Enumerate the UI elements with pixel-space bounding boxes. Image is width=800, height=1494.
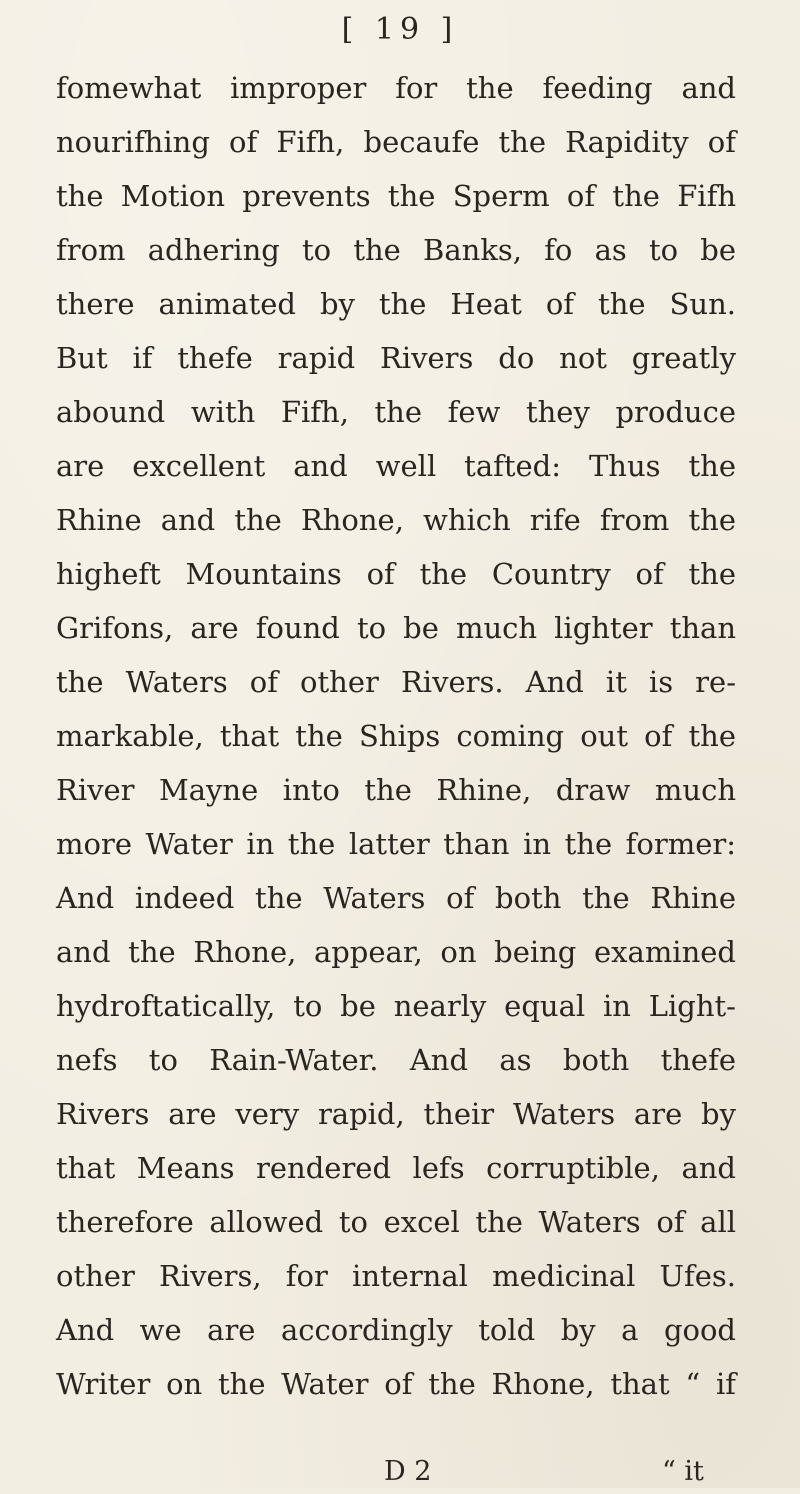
text-line: that Means rendered lefs corruptible, and (56, 1151, 736, 1185)
text-line: more Water in the latter than in the former: (56, 827, 736, 861)
text-line: And indeed the Waters of both the Rhine (56, 881, 736, 915)
text-line: nourifhing of Fifh, becaufe the Rapidity of (56, 125, 736, 159)
text-line: are excellent and well tafted: Thus the (56, 449, 736, 483)
page-number: [ 19 ] (341, 12, 459, 47)
text-line: other Rivers, for internal medicinal Ufes. (56, 1259, 736, 1293)
text-line: and the Rhone, appear, on being examined (56, 935, 736, 969)
text-line: nefs to Rain-Water. And as both thefe (56, 1043, 736, 1077)
text-line: hydroftatically, to be nearly equal in Light- (56, 989, 736, 1023)
signature-mark: D 2 (384, 1456, 432, 1487)
catchword: “ it (662, 1456, 704, 1487)
text-line: there animated by the Heat of the Sun. (56, 287, 736, 321)
text-line: fomewhat improper for the feeding and (56, 71, 736, 105)
text-line: River Mayne into the Rhine, draw much (56, 773, 736, 807)
text-line: Rhine and the Rhone, which rife from the (56, 503, 736, 537)
text-line: higheft Mountains of the Country of the (56, 557, 736, 591)
text-line: therefore allowed to excel the Waters of all (56, 1205, 736, 1239)
text-line: Rivers are very rapid, their Waters are by (56, 1097, 736, 1131)
text-line: abound with Fifh, the few they produce (56, 395, 736, 429)
text-line: the Waters of other Rivers. And it is re- (56, 665, 736, 699)
body-text (56, 61, 736, 1411)
text-line: Grifons, are found to be much lighter than (56, 611, 736, 645)
text-line: markable, that the Ships coming out of the (56, 719, 736, 753)
text-line: the Motion prevents the Sperm of the Fifh (56, 179, 736, 213)
text-line: But if thefe rapid Rivers do not greatly (56, 341, 736, 375)
text-line: And we are accordingly told by a good (56, 1313, 736, 1347)
text-line: Writer on the Water of the Rhone, that “ if (56, 1367, 736, 1401)
text-line: from adhering to the Banks, fo as to be (56, 233, 736, 267)
page-footer (0, 1450, 800, 1494)
